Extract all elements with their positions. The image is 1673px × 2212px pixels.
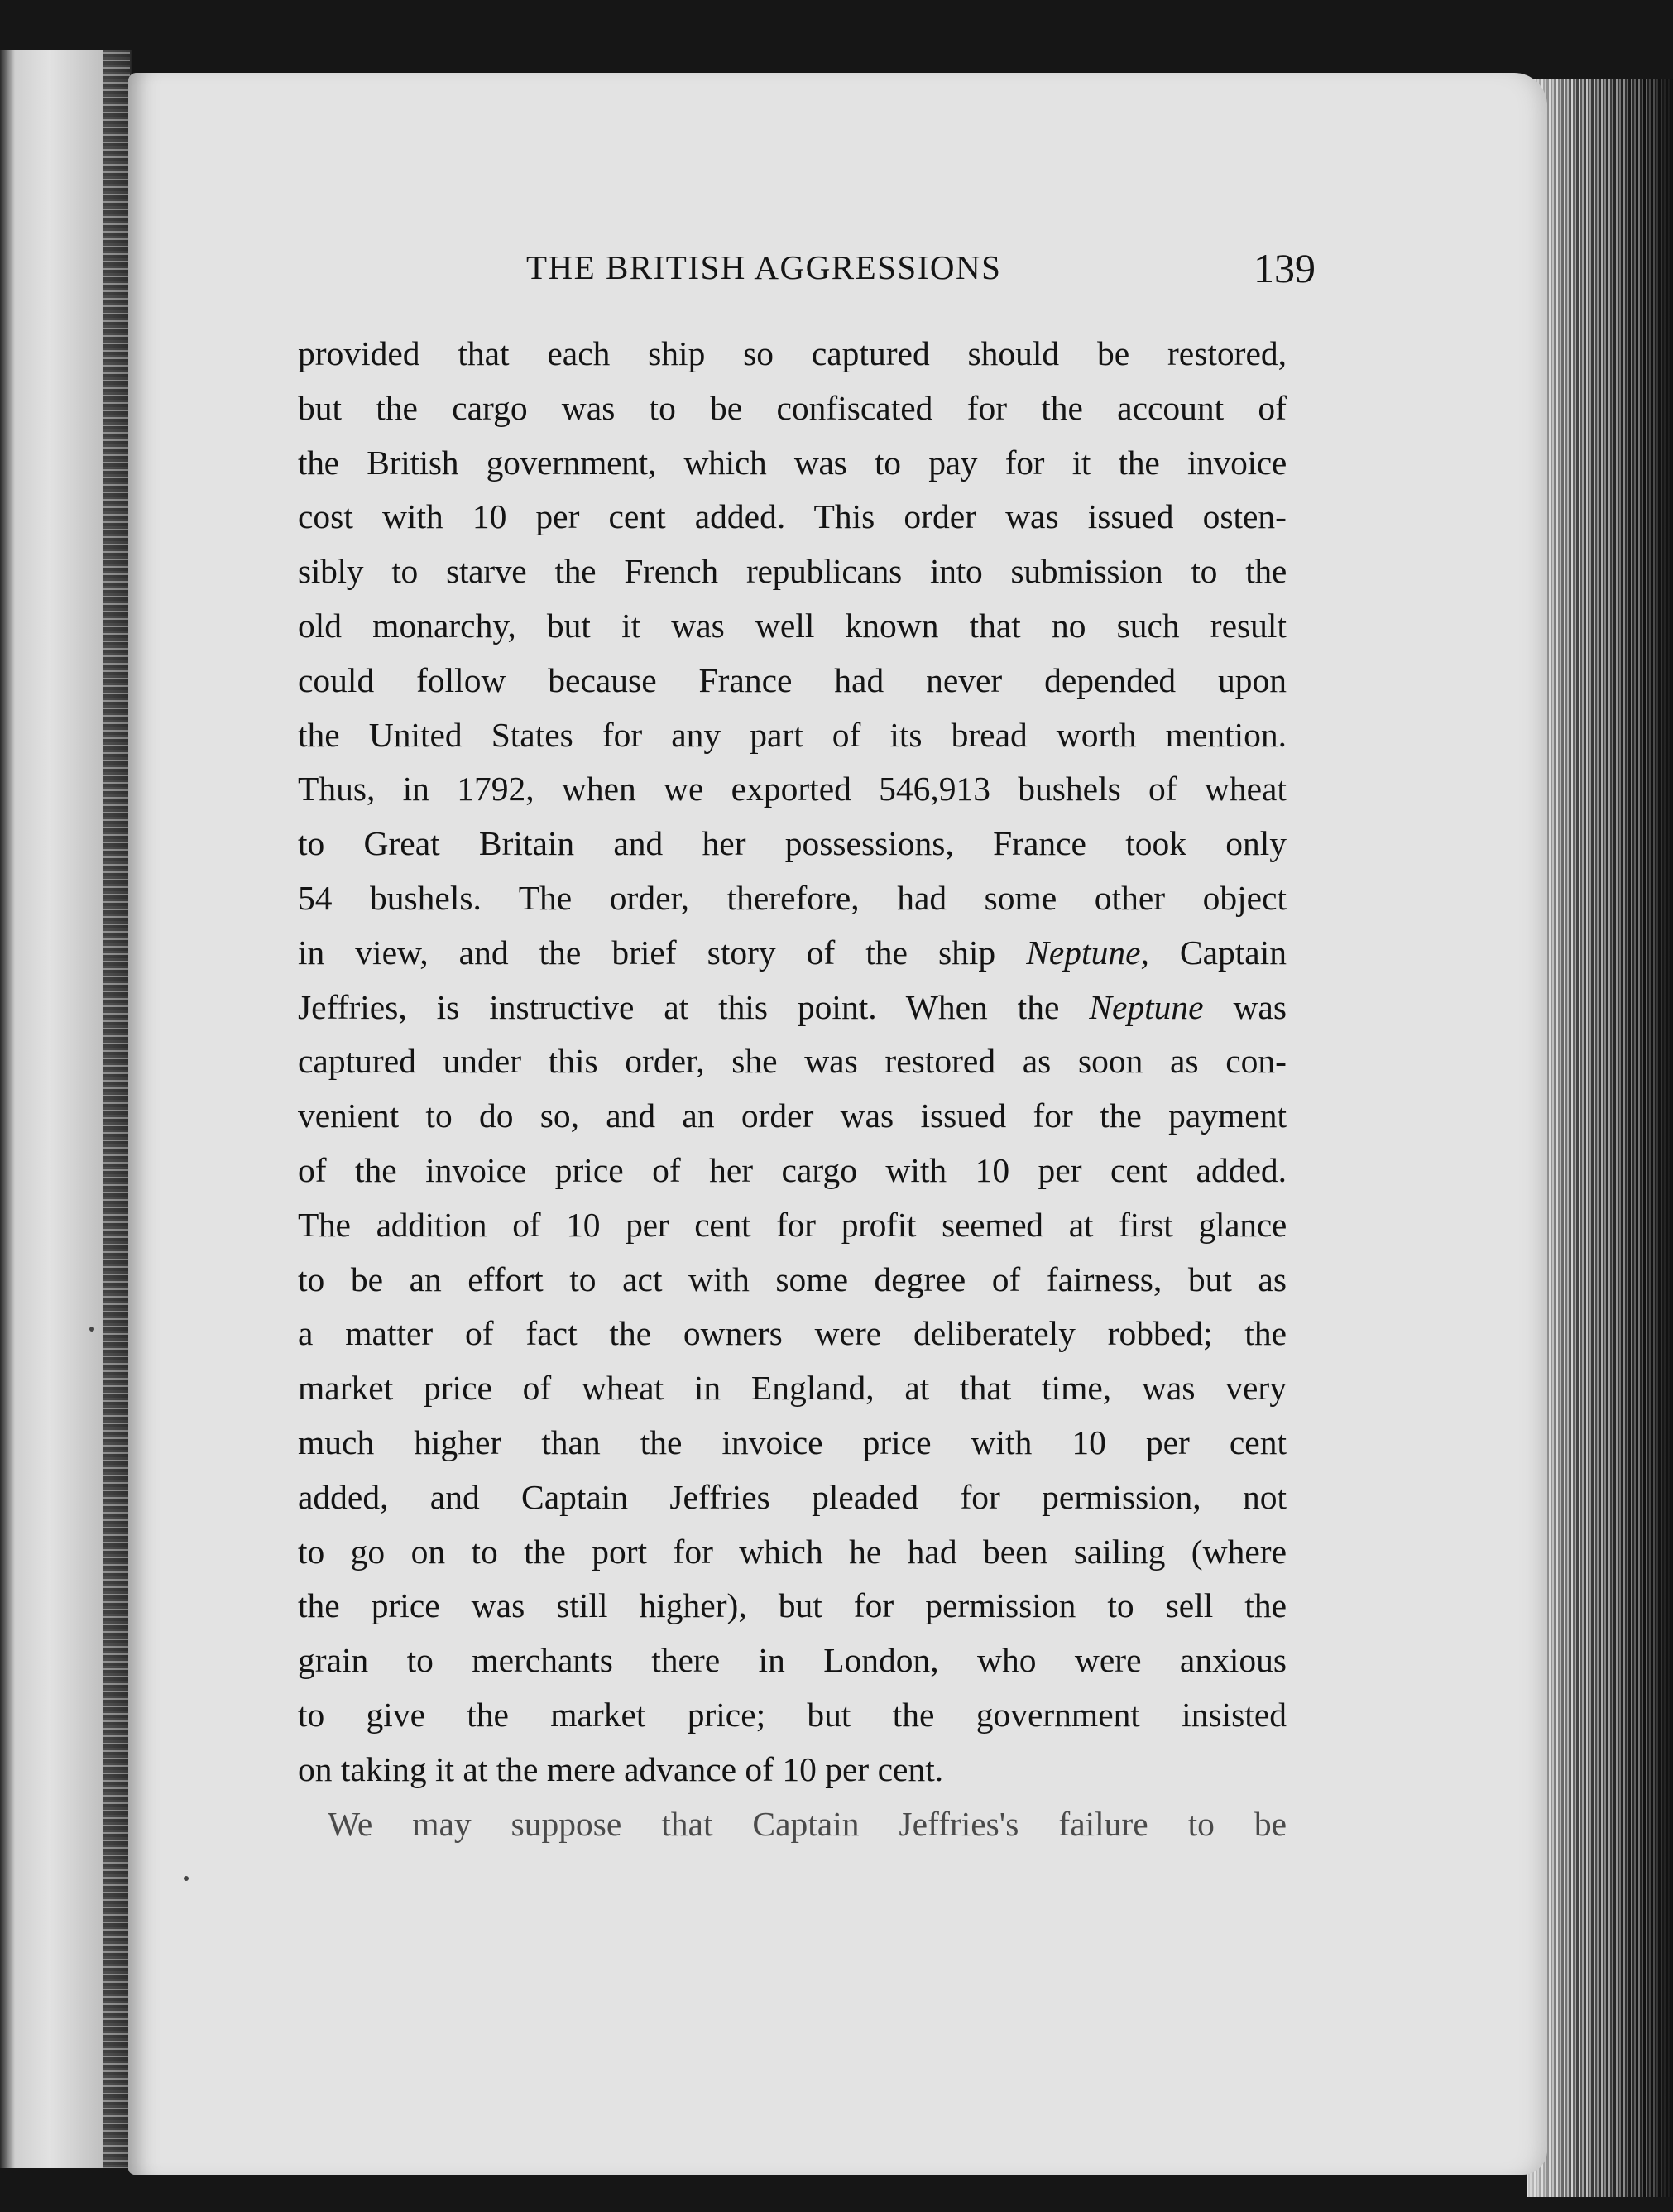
text-line: sibly to starve the French republicans into submission to the <box>298 552 1287 591</box>
text-line: on taking it at the mere advance of 10 per cent. <box>298 1749 944 1788</box>
text-line: grain to merchants there in London, who were anxious <box>298 1641 1287 1680</box>
speck <box>184 1876 189 1881</box>
left-page-gutter <box>0 50 132 2168</box>
text-line: The addition of 10 per cent for profit seemed at first glance <box>298 1205 1287 1244</box>
text-line: cost with 10 per cent added. This order was issued osten- <box>298 497 1287 536</box>
text-line: in view, and the brief story of the ship Neptune, Captain <box>298 933 1287 972</box>
text-line: the United States for any part of its bread worth mention. <box>298 715 1287 754</box>
page-header <box>521 244 1316 302</box>
text-line: the price was still higher), but for permission to sell the <box>298 1586 1287 1625</box>
speck <box>89 1327 94 1332</box>
text-line: to be an effort to act with some degree of fairness, but as <box>298 1260 1287 1298</box>
running-head: THE BRITISH AGGRESSIONS <box>526 248 1002 286</box>
text-line: could follow because France had never depended upon <box>298 660 1287 699</box>
body-text <box>298 327 1287 1851</box>
text-line: venient to do so, and an order was issued for the payment <box>298 1096 1287 1135</box>
text-line: a matter of fact the owners were deliberately robbed; the <box>298 1314 1287 1353</box>
binding-edge <box>103 50 130 2168</box>
text-line: to give the market price; but the government insisted <box>298 1695 1287 1734</box>
text-line: of the invoice price of her cargo with 10 per cent added. <box>298 1150 1287 1189</box>
text-line: Thus, in 1792, when we exported 546,913 bushels of wheat <box>298 770 1287 809</box>
text-line: old monarchy, but it was well known that no such result <box>298 606 1287 645</box>
page-stack-edge <box>1527 79 1673 2197</box>
text-line: 54 bushels. The order, therefore, had some other object <box>298 878 1287 917</box>
text-line: but the cargo was to be confiscated for the account of <box>298 388 1287 427</box>
text-line: the British government, which was to pay for it the invoice <box>298 443 1287 482</box>
page-number: 139 <box>1254 245 1316 291</box>
text-line: to Great Britain and her possessions, France took only <box>298 824 1287 863</box>
text-line: added, and Captain Jeffries pleaded for permission, not <box>298 1477 1287 1516</box>
text-line: to go on to the port for which he had been sailing (where <box>298 1532 1287 1571</box>
ship-name: Neptune <box>1089 987 1204 1026</box>
text-line: We may suppose that Captain Jeffries's failure to be <box>328 1804 1287 1843</box>
ship-name: Neptune, <box>1026 933 1149 972</box>
text-line: market price of wheat in England, at that time, was very <box>298 1369 1287 1408</box>
text-line: Jeffries, is instructive at this point. When the Neptune was <box>298 987 1287 1026</box>
text-line: provided that each ship so captured should be restored, <box>298 334 1287 372</box>
text-line: much higher than the invoice price with 10 per cent <box>298 1423 1287 1461</box>
text-line: captured under this order, she was restored as soon as con- <box>298 1042 1287 1081</box>
